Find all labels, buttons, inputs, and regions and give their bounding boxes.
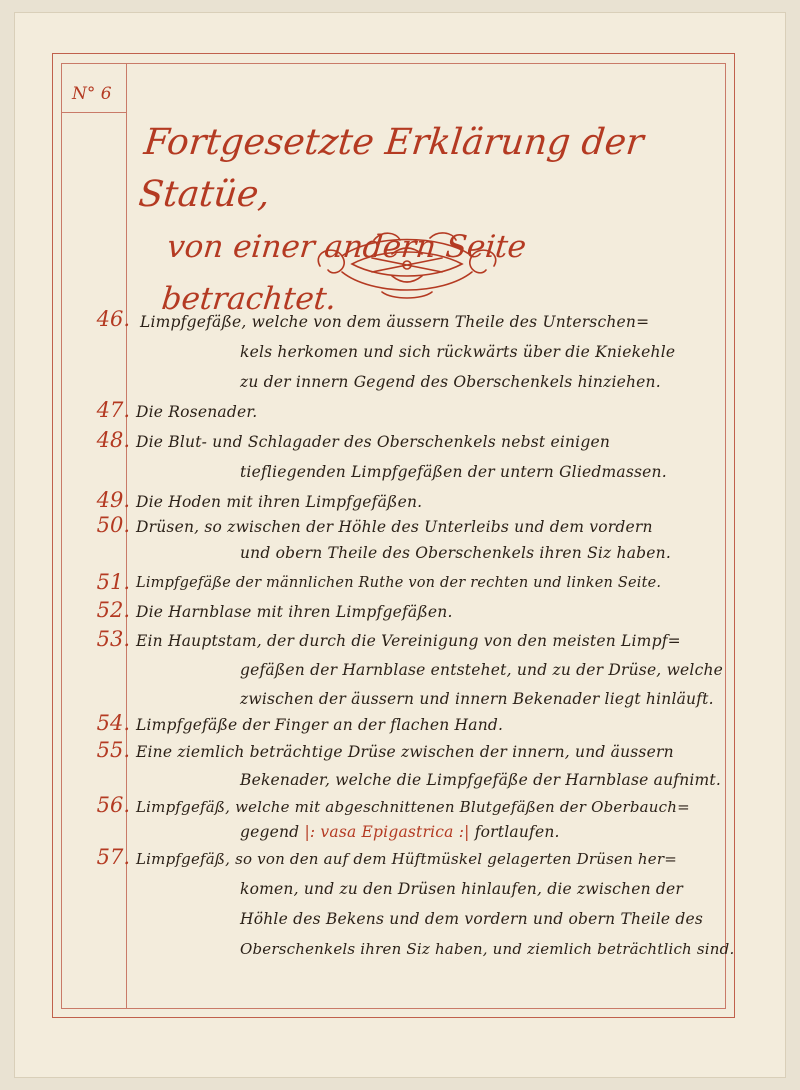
title-line-2: von einer andern Seite betrachtet. — [159, 229, 528, 317]
entry-line: Limpfgefäß, so von den auf dem Hüftmüskel gelagerten Drüsen her= — [136, 850, 677, 868]
entry-line: Limpfgefäße, welche von dem äussern Theile des Unterschen= — [140, 313, 650, 331]
entry-number: 56. — [96, 793, 130, 817]
entry-line: Limpfgefäße der männlichen Ruthe von der rechten und linken Seite. — [136, 575, 662, 591]
latin-marker-open: |: — [304, 823, 321, 841]
entry-line — [240, 823, 560, 841]
entry-line: Drüsen, so zwischen der Höhle des Unterleibs und dem vordern — [136, 518, 653, 536]
entry-line: Limpfgefäße der Finger an der flachen Hand. — [136, 716, 504, 734]
entry-number: 52. — [96, 598, 130, 622]
entry-number: 54. — [96, 711, 130, 735]
entry-line: tiefliegenden Limpfgefäßen der untern Gliedmassen. — [240, 463, 667, 481]
sheet-number: N° 6 — [72, 84, 112, 104]
latin-marker-close: :| — [458, 823, 470, 841]
entry-line: Die Hoden mit ihren Limpfgefäßen. — [136, 493, 423, 511]
latin-term: vasa Epigastrica — [320, 823, 454, 841]
entry-line: Limpfgefäß, welche mit abgeschnittenen Blutgefäßen der Oberbauch= — [136, 798, 690, 816]
entry-line: Oberschenkels ihren Siz haben, und ziemlich beträchtlich sind. — [240, 940, 735, 958]
entry-line: Höhle des Bekens und dem vordern und obern Theile des — [240, 910, 704, 928]
entry-line: komen, und zu den Drüsen hinlaufen, die zwischen der — [240, 880, 684, 898]
entry-number: 46. — [96, 307, 130, 331]
title-line-1: Fortgesetzte Erklärung der Statüe, — [136, 122, 646, 215]
entry-number: 49. — [96, 488, 130, 512]
entry-number: 48. — [96, 428, 130, 452]
entry-line: kels herkomen und sich rückwärts über die Kniekehle — [240, 343, 676, 361]
entry-line: zu der innern Gegend des Oberschenkels hinziehen. — [240, 373, 661, 391]
entry-line: und obern Theile des Oberschenkels ihren Siz haben. — [240, 544, 671, 562]
entry-number: 50. — [96, 513, 130, 537]
entry-number: 51. — [96, 570, 130, 594]
entry-line: Die Harnblase mit ihren Limpfgefäßen. — [136, 603, 453, 621]
entry-line-tail: fortlaufen. — [474, 823, 560, 841]
entry-number: 55. — [96, 738, 130, 762]
entry-line: Eine ziemlich beträchtige Drüse zwischen der innern, und äussern — [136, 743, 674, 761]
entry-number: 57. — [96, 845, 130, 869]
entry-line: Bekenader, welche die Limpfgefäße der Harnblase aufnimt. — [240, 771, 721, 789]
entry-line: gefäßen der Harnblase entstehet, und zu der Drüse, welche — [240, 661, 723, 679]
entry-number: 47. — [96, 398, 130, 422]
entry-line: zwischen der äussern und innern Bekenader liegt hinläuft. — [240, 690, 714, 708]
entry-line: Ein Hauptstam, der durch die Vereinigung von den meisten Limpf= — [136, 632, 681, 650]
entry-line: Die Rosenader. — [136, 403, 258, 421]
entry-line-text: gegend — [240, 823, 300, 841]
entry-number: 53. — [96, 627, 130, 651]
entry-line: Die Blut- und Schlagader des Oberschenkels nebst einigen — [136, 433, 610, 451]
